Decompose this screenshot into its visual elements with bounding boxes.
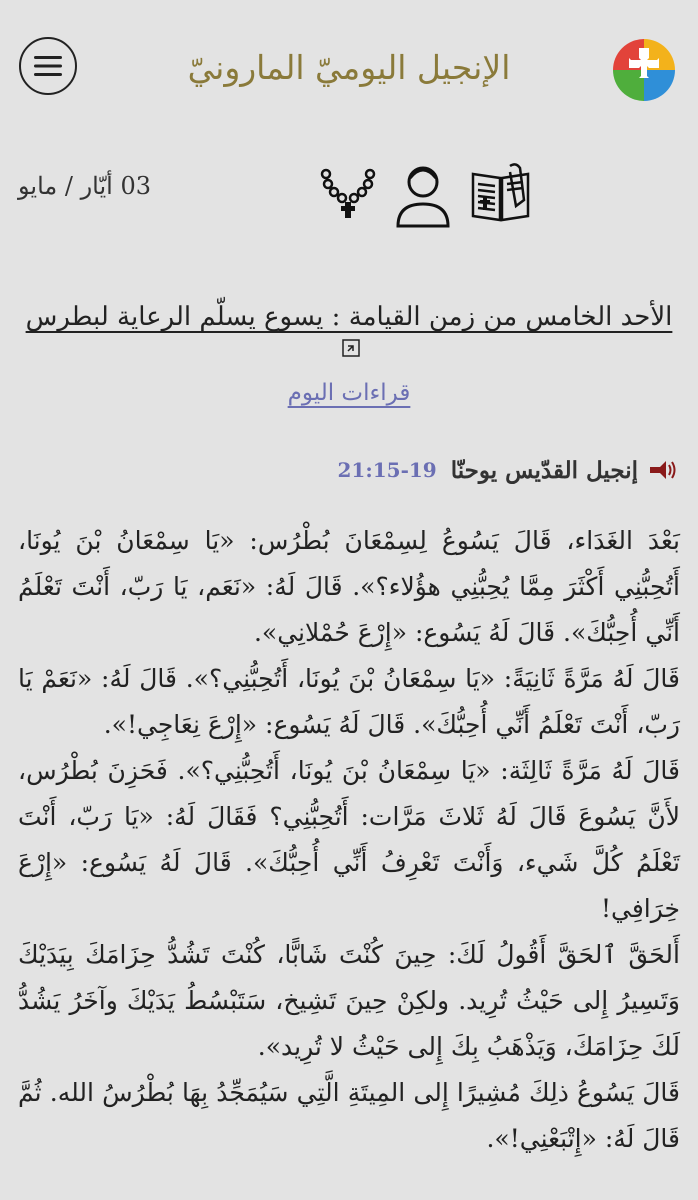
rosary-icon[interactable]: [320, 160, 376, 230]
gospel-reference: 21:15-19: [337, 458, 437, 482]
menu-button[interactable]: [19, 37, 77, 95]
external-link-icon: [342, 339, 360, 357]
todays-readings-link[interactable]: قراءات اليوم: [287, 380, 411, 406]
speaker-icon[interactable]: [646, 455, 680, 485]
gospel-paragraph: قَالَ لَهُ مَرَّةً ثَالِثَة: «يَا سِمْعَانُ بْنَ يُونَا، أَتُحِبُّنِي؟». فَحَزِنَ بُطْرُس، لأَنَّ يَسُوعَ قَالَ لَهُ ثَلاثَ مَرَّات: أَتُحِبُّنِي؟ فَقَالَ لَهُ: «يَا رَبّ، أَنْتَ تَعْلَمُ كُلَّ شَيء، وَأَنْتَ تَعْرِفُ أَنِّي أُحِبُّكَ». قَالَ لَهُ يَسُوع: «إِرْعَ خِرَافِي!: [18, 756, 680, 923]
gospel-paragraph: قَالَ يَسُوعُ ذلِكَ مُشِيرًا إِلى المِيتَةِ الَّتِي سَيُمَجِّدُ بِهَا بُطْرُسُ الله. ثُمَّ قَالَ لَهُ: «إِتْبَعْنِي!».: [18, 1078, 680, 1153]
sunday-title-text: الأحد الخامس من زمن القيامة : يسوع يسلّم الرعاية لبطرس: [25, 302, 673, 332]
app-title: الإنجيل اليوميّ المارونيّ: [187, 48, 511, 87]
gospel-paragraph: بَعْدَ الغَدَاء، قَالَ يَسُوعُ لِسِمْعَانَ بُطْرُس: «يَا سِمْعَانُ بْنَ يُونَا، أَتُحِبُّنِي أَكْثَرَ مِمَّا يُحِبُّنِي هؤُلاء؟». قَالَ لَهُ: «نَعَم، يَا رَبّ، أَنْتَ تَعْلَمُ أَنِّي أُحِبُّكَ». قَالَ لَهُ يَسُوع: «إِرْعَ حُمْلانِي».: [18, 526, 680, 647]
sunday-title-link[interactable]: [20, 302, 678, 362]
gospel-paragraph: أَلحَقَّ ٱلحَقَّ أَقُولُ لَكَ: حِينَ كُنْتَ شَابًّا، كُنْتَ تَشُدُّ حِزَامَكَ بِيَدَيْكَ وَتَسِيرُ إِلى حَيْثُ تُرِيد. ولكِنْ حِينَ تَشِيخ، سَتَبْسُطُ يَدَيْكَ وآخَرُ يَشُدُّ لَكَ حِزَامَكَ، وَيَذْهَبُ بِكَ إِلى حَيْثُ لا تُرِيد».: [18, 940, 680, 1061]
colorful-cross-logo[interactable]: [612, 38, 676, 102]
gospel-name: إنجيل القدّيس يوحنّا: [450, 456, 638, 484]
person-avatar-icon[interactable]: [394, 160, 452, 230]
app-header: [0, 0, 698, 140]
action-icons: [310, 160, 540, 230]
gospel-text: [18, 518, 680, 1162]
gospel-heading: [338, 455, 680, 485]
gospel-paragraph: قَالَ لَهُ مَرَّةً ثَانِيَةً: «يَا سِمْعَانُ بْنَ يُونَا، أَتُحِبُّنِي؟». قَالَ لَهُ: «نَعَمْ يَا رَبّ، أَنْتَ تَعْلَمُ أَنِّي أُحِبُّكَ». قَالَ لَهُ يَسُوع: «إِرْعَ نِعَاجِي!».: [18, 664, 680, 739]
hamburger-menu-icon: [34, 55, 62, 77]
open-book-icon[interactable]: [470, 160, 532, 230]
date-label: 03 أيّار / مايو: [18, 172, 152, 200]
